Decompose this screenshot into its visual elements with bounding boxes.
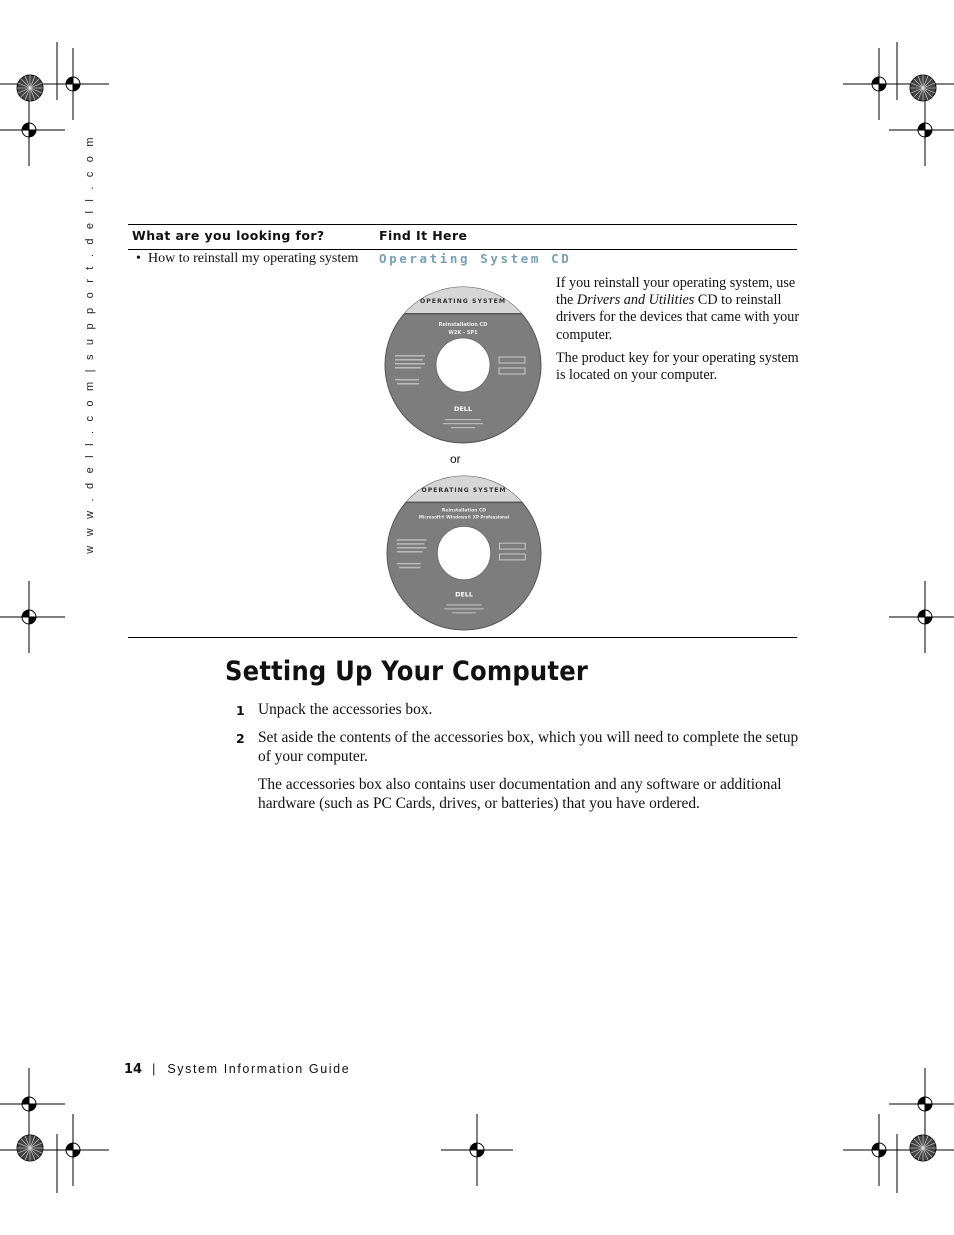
page-footer [124,1062,350,1077]
document-title: System Information Guide [167,1062,351,1076]
crop-mark-bottom-right [843,1068,954,1193]
table-top-rule [128,224,797,225]
or-label: or [450,452,461,466]
step-2 [236,728,808,766]
step-text: Unpack the accessories box. [258,701,433,718]
cd-title-line2: W2K - SP1 [448,330,478,336]
dell-logo: DELL [455,590,473,599]
step-number: 2 [236,731,245,746]
info-table [128,224,800,639]
step-text: Set aside the contents of the accessories box, which you will need to complete the setup of your computer. [258,729,799,765]
accessories-note: The accessories box also contains user documentation and any software or additional hardware (such as PC Cards, drives, or batteries) that you have ordered. [258,776,782,812]
cd-title-line1: Reinstallation CD [438,322,488,328]
crop-mark-mid-right [889,581,954,653]
crop-mark-top-right [843,42,954,166]
item-text: How to reinstall my operating system [148,251,359,266]
cd-banner: OPERATING SYSTEM [421,486,507,494]
table-bottom-rule [128,637,797,638]
sidebar-website-url [80,134,100,554]
cd-image-xp [385,474,543,632]
cd-banner: OPERATING SYSTEM [419,298,507,305]
crop-mark-mid-left [0,581,65,653]
step-number: 1 [236,703,245,718]
table-header-rule [128,249,797,250]
cd-title-line2: Microsoft® Windows® XP Professional [418,514,510,520]
step-1 [236,700,433,719]
section-heading: Setting Up Your Computer [225,656,589,687]
sidebar-url-text: w w w . d e l l . c o m | s u p p o r t . d e l l . c o m [84,134,96,554]
dell-logo: DELL [453,405,473,413]
crop-mark-bottom-left [0,1068,109,1193]
column-header-looking-for: What are you looking for? [132,228,325,243]
resource-description [556,275,801,390]
drivers-utilities-title: Drivers and Utilities [576,292,695,309]
cd-image-w2k [383,285,543,445]
table-row-item [136,251,358,267]
description-paragraph-1: If you reinstall your operating system, use the Drivers and Utilities CD to reinstall drivers for the devices that came with your computer. [556,275,800,343]
description-paragraph-2: The product key for your operating system is located on your computer. [556,349,799,384]
column-header-find-it-here: Find It Here [379,228,468,243]
crop-mark-bottom-center [441,1114,513,1186]
cd-title-line1: Reinstallation CD [441,508,487,514]
bullet: • [136,251,141,266]
footer-separator: | [152,1062,156,1076]
page-number: 14 [124,1062,143,1077]
resource-title: Operating System CD [379,251,572,266]
